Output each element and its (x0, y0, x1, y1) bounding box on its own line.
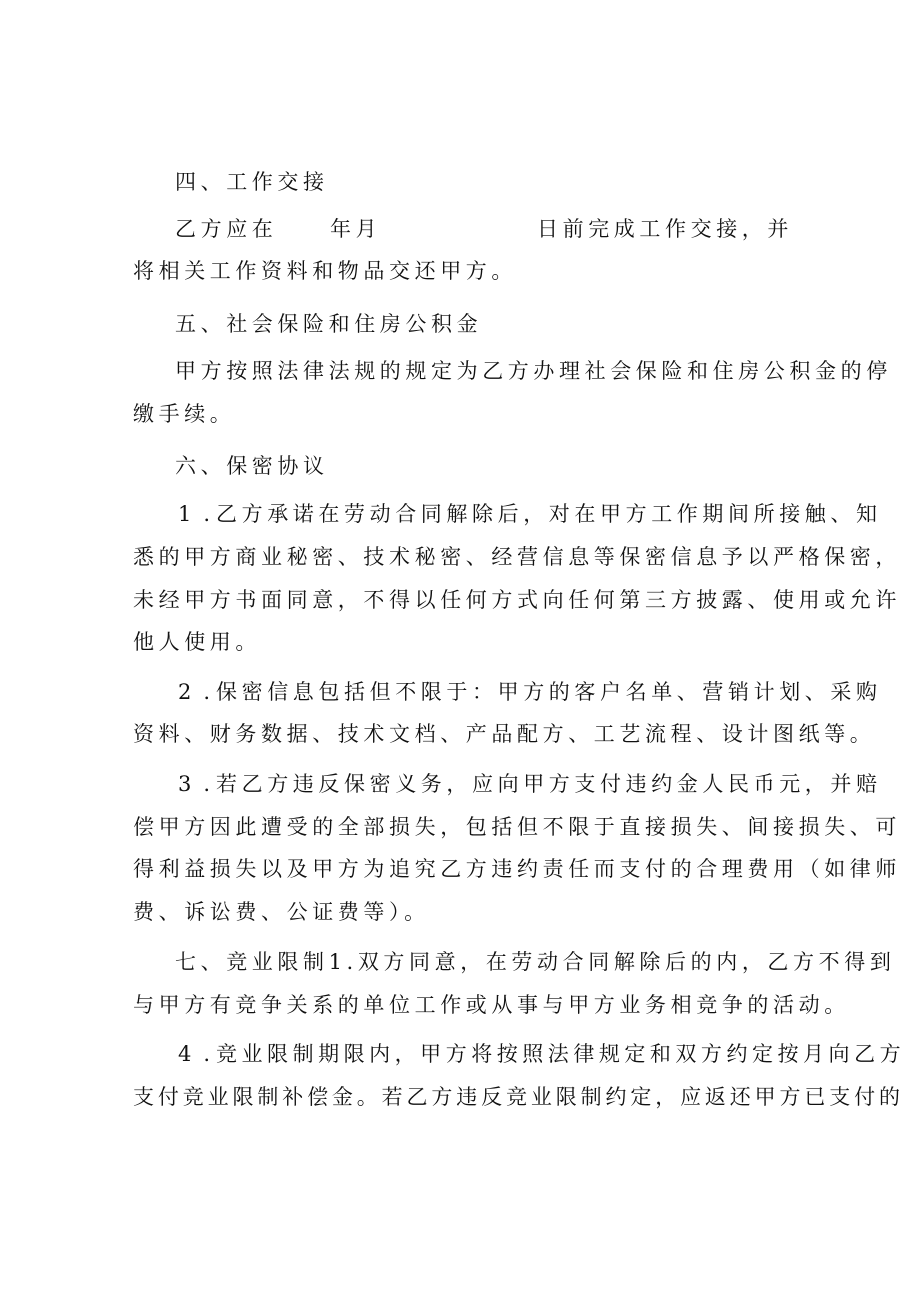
item-3-line-4: 费、诉讼费、公证费等）。 (133, 900, 430, 924)
section-4-text-a: 乙方应在 (175, 217, 278, 241)
item-4-number: 4. (178, 1042, 223, 1066)
item-3-line-2: 偿甲方因此遭受的全部损失，包括但不限于直接损失、间接损失、可 (133, 815, 901, 839)
section-7-line-1: 七、竞业限制1.双方同意，在劳动合同解除后的内，乙方不得到 (175, 950, 896, 974)
section-6-heading: 六、保密协议 (175, 454, 329, 478)
section-5-line-1: 甲方按照法律法规的规定为乙方办理社会保险和住房公积金的停 (175, 359, 892, 383)
section-4-heading: 四、工作交接 (175, 170, 329, 194)
section-4-text-d: 将相关工作资料和物品交还甲方。 (133, 259, 517, 283)
item-4-line-2: 支付竞业限制补偿金。若乙方违反竞业限制约定，应返还甲方已支付的 (133, 1085, 904, 1109)
item-1-number: 1. (178, 502, 223, 526)
item-1-line-2: 悉的甲方商业秘密、技术秘密、经营信息等保密信息予以严格保密， (133, 545, 901, 569)
section-7-line-2: 与甲方有竞争关系的单位工作或从事与甲方业务相竞争的活动。 (133, 993, 850, 1017)
item-4-line-1: 竞业限制期限内，甲方将按照法律规定和双方约定按月向乙方 (216, 1042, 906, 1066)
item-3-line-1: 若乙方违反保密义务，应向甲方支付违约金人民币元，并赔 (216, 772, 882, 796)
section-5-heading: 五、社会保险和住房公积金 (175, 312, 483, 336)
item-2-line-1: 保密信息包括但不限于：甲方的客户名单、营销计划、采购 (216, 680, 882, 704)
section-5-line-2: 缴手续。 (133, 402, 236, 426)
item-1-line-1: 乙方承诺在劳动合同解除后，对在甲方工作期间所接触、知 (216, 502, 882, 526)
section-4-text-c: 日前完成工作交接，并 (537, 217, 793, 241)
item-1-line-4: 他人使用。 (133, 630, 261, 654)
item-2-line-2: 资料、财务数据、技术文档、产品配方、工艺流程、设计图纸等。 (133, 722, 876, 746)
item-2-number: 2. (178, 680, 223, 704)
item-3-line-3: 得利益损失以及甲方为追究乙方违约责任而支付的合理费用（如律师 (133, 857, 901, 881)
section-4-text-b: 年月 (330, 217, 382, 241)
item-3-number: 3. (178, 772, 223, 796)
item-1-line-3: 未经甲方书面同意，不得以任何方式向任何第三方披露、使用或允许 (133, 588, 901, 612)
